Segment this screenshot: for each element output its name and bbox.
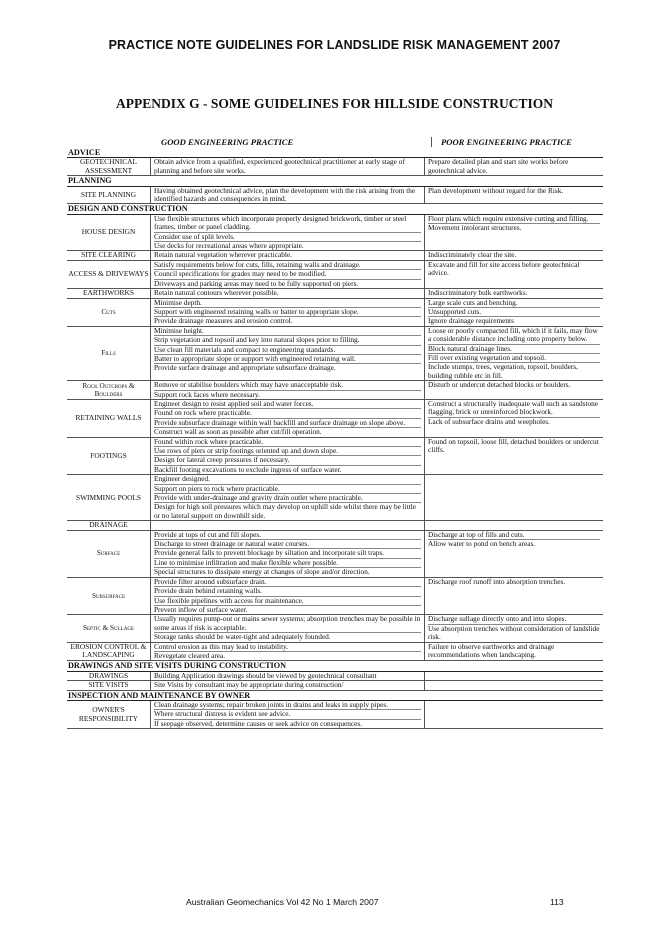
poor-practice-item: Large scale cuts and benching.	[428, 299, 600, 308]
good-practice-item: Driveways and parking areas may need to be fully supported on piers.	[154, 278, 359, 288]
poor-practice-item: Unsupported cuts.	[428, 308, 600, 317]
good-practice-item: Council specifications for grades may need to be modified.	[154, 270, 421, 279]
guidelines-table	[67, 148, 603, 729]
poor-practice-cell	[425, 381, 603, 399]
row-label: HOUSE DESIGN	[67, 215, 151, 251]
good-practice-cell	[151, 299, 425, 326]
guideline-row	[67, 681, 603, 690]
good-practice-cell	[151, 578, 425, 615]
row-label: Rock Outcrops & Boulders	[67, 381, 151, 399]
page-number: 113	[550, 897, 564, 907]
good-practice-cell	[151, 438, 425, 475]
guideline-row	[67, 615, 603, 642]
poor-practice-item: Include stumps, trees, vegetation, topsoil, boulders, building rubble etc in fill.	[428, 362, 578, 380]
guideline-row	[67, 701, 603, 729]
poor-practice-item: Failure to observe earthworks and drainage recommendations when landscaping.	[428, 641, 555, 659]
good-practice-cell	[151, 215, 425, 251]
journal-footer: Australian Geomechanics Vol 42 No 1 March 2007	[186, 897, 379, 907]
good-practice-item: Engineer design to resist applied soil and water forces.	[154, 400, 421, 409]
good-practice-item: Special structures to dissipate energy at changes of slope and/or direction.	[154, 567, 370, 577]
good-practice-cell	[151, 681, 425, 689]
good-practice-item: Usually requires pump-out or mains sewer systems; absorption trenches may be possible in some areas if risk is acceptable.	[154, 614, 421, 632]
guideline-row	[67, 299, 603, 327]
poor-practice-item: Discharge roof runoff into absorption trenches.	[428, 576, 566, 586]
good-practice-cell	[151, 400, 425, 437]
good-practice-heading: GOOD ENGINEERING PRACTICE	[158, 137, 432, 147]
row-label: SITE CLEARING	[67, 251, 151, 259]
good-practice-item: Found within rock where practicable.	[154, 438, 421, 447]
good-practice-item: Where structural distress is evident see advice.	[154, 710, 421, 719]
row-label: SWIMMING POOLS	[67, 475, 151, 520]
good-practice-item: Minimise height.	[154, 327, 421, 336]
good-practice-item: Use flexible pipelines with access for maintenance.	[154, 597, 421, 606]
good-practice-item: Provide surface drainage and appropriate subsurface drainage.	[154, 363, 336, 373]
good-practice-cell	[151, 327, 425, 380]
guideline-row	[67, 289, 603, 298]
good-practice-item: Support on piers to rock where practicable.	[154, 485, 421, 494]
good-practice-item: Remove or stabilise boulders which may have unacceptable risk.	[154, 381, 421, 390]
poor-practice-cell	[425, 289, 603, 297]
poor-practice-item: Floor plans which require extensive cutting and filling.	[428, 215, 600, 224]
section-heading: ADVICE	[67, 148, 603, 158]
poor-practice-item: Indiscriminately clear the site.	[428, 250, 517, 260]
poor-practice-item: Excavate and fill for site access before geotechnical advice.	[428, 259, 580, 278]
row-label: FOOTINGS	[67, 438, 151, 475]
good-practice-item: Revegetate cleared area.	[154, 650, 226, 660]
row-label: DRAINAGE	[67, 521, 151, 529]
good-practice-cell	[151, 521, 425, 529]
good-practice-cell	[151, 289, 425, 297]
row-label: ACCESS & DRIVEWAYS	[67, 261, 151, 288]
guideline-row	[67, 261, 603, 289]
row-label: Surface	[67, 531, 151, 577]
poor-practice-item: Plan development without regard for the Risk.	[428, 185, 564, 195]
good-practice-item: Provide filter around subsurface drain.	[154, 578, 421, 587]
poor-practice-item: Movement intolerant structures.	[428, 223, 522, 233]
good-practice-item: Engineer designed.	[154, 475, 421, 484]
poor-practice-item: Ignore drainage requirements	[428, 316, 514, 326]
good-practice-item: Prevent inflow of surface water.	[154, 604, 248, 614]
row-label: SITE VISITS	[67, 681, 151, 689]
good-practice-item: Construct wall as soon as possible after cut/fill operation.	[154, 427, 322, 437]
good-practice-item: Batter to appropriate slope or support with engineered retaining wall.	[154, 355, 421, 364]
row-label: SITE PLANNING	[67, 187, 151, 204]
guideline-row	[67, 578, 603, 616]
poor-practice-cell	[425, 681, 603, 689]
section-heading: DRAWINGS AND SITE VISITS DURING CONSTRUCTION	[67, 661, 603, 671]
good-practice-cell	[151, 261, 425, 288]
good-practice-cell	[151, 381, 425, 399]
appendix-title: APPENDIX G - SOME GUIDELINES FOR HILLSIDE CONSTRUCTION	[116, 96, 553, 111]
poor-practice-cell	[425, 261, 603, 288]
poor-practice-cell	[425, 475, 603, 520]
poor-practice-item: Allow water to pond on bench areas.	[428, 539, 536, 549]
good-practice-item: Provide drainage measures and erosion control.	[154, 316, 293, 326]
row-label: DRAWINGS	[67, 672, 151, 680]
poor-practice-item: Discharge at top of fills and cuts.	[428, 531, 600, 540]
row-label: OWNER'S RESPONSIBILITY	[67, 701, 151, 728]
good-practice-item: Consider use of split levels.	[154, 233, 421, 242]
good-practice-item: Discharge to street drainage or natural water courses.	[154, 540, 421, 549]
good-practice-item: Strip vegetation and topsoil and key into natural slopes prior to filling.	[154, 336, 421, 345]
guideline-row	[67, 187, 603, 205]
good-practice-item: Design for high soil pressures which may develop on uphill side whilst there may be little or no lateral support on downhill side.	[154, 502, 417, 520]
row-label: EARTHWORKS	[67, 289, 151, 297]
good-practice-item: Minimise depth.	[154, 299, 421, 308]
good-practice-cell	[151, 615, 425, 641]
row-label: Subsurface	[67, 578, 151, 615]
poor-practice-item: Discharge sullage directly onto and into slopes.	[428, 615, 600, 624]
poor-practice-cell	[425, 672, 603, 680]
row-label: RETAINING WALLS	[67, 400, 151, 437]
guideline-row	[67, 438, 603, 476]
guideline-row	[67, 327, 603, 381]
good-practice-item: Retain natural contours wherever possible.	[154, 288, 279, 298]
good-practice-item: Use flexible structures which incorporate properly designed brickwork, timber or steel frames, timber or panel cladding.	[154, 215, 421, 233]
guideline-row	[67, 215, 603, 252]
good-practice-item: Building Application drawings should be viewed by geotechnical consultant	[154, 670, 377, 680]
row-label: GEOTECHNICAL ASSESSMENT	[67, 158, 151, 175]
poor-practice-item: Construct a structurally inadequate wall such as sandstone flagging, brick or unreinforced blockwork.	[428, 398, 599, 417]
guideline-row	[67, 475, 603, 521]
poor-practice-cell	[425, 187, 603, 204]
poor-practice-item: Use absorption trenches without consideration of landslide risk.	[428, 623, 600, 642]
good-practice-item: Site Visits by consultant may be appropriate during construction/	[154, 680, 344, 690]
good-practice-cell	[151, 475, 425, 520]
row-label: Fills	[67, 327, 151, 380]
good-practice-item: Design for lateral creep pressures if necessary.	[154, 456, 421, 465]
good-practice-item: Use decks for recreational areas where appropriate.	[154, 241, 304, 251]
poor-practice-cell	[425, 701, 603, 728]
good-practice-cell	[151, 187, 425, 204]
poor-practice-cell	[425, 251, 603, 259]
good-practice-item: Provide drain behind retaining walls.	[154, 587, 421, 596]
page-header: PRACTICE NOTE GUIDELINES FOR LANDSLIDE RISK MANAGEMENT 2007	[108, 38, 561, 52]
good-practice-item: Satisfy requirements below for cuts, fills, retaining walls and drainage.	[154, 261, 421, 270]
good-practice-item: If seepage observed, determine causes or seek advice on consequences.	[154, 718, 363, 728]
good-practice-item: Storage tanks should be water-tight and adequately founded.	[154, 632, 331, 642]
good-practice-cell	[151, 158, 425, 175]
poor-practice-cell	[425, 521, 603, 529]
good-practice-item: Having obtained geotechnical advice, plan the development with the risk arising from the identified hazards and consequences in mind.	[154, 185, 416, 204]
good-practice-item: Control erosion as this may lead to instability.	[154, 643, 421, 652]
poor-practice-cell	[425, 327, 603, 380]
row-label: Septic & Sullage	[67, 615, 151, 641]
guideline-row	[67, 381, 603, 400]
poor-practice-item: Disturb or undercut detached blocks or boulders.	[428, 380, 571, 390]
good-practice-cell	[151, 531, 425, 577]
poor-practice-cell	[425, 400, 603, 437]
good-practice-item: Retain natural vegetation wherever practicable.	[154, 250, 292, 260]
poor-practice-item: Found on topsoil, loose fill, detached boulders or undercut cliffs.	[428, 436, 599, 454]
section-heading: INSPECTION AND MAINTENANCE BY OWNER	[67, 691, 603, 701]
poor-practice-cell	[425, 215, 603, 251]
poor-practice-cell	[425, 531, 603, 577]
good-practice-item: Provide subsurface drainage within wall backfill and surface drainage on slope above.	[154, 419, 421, 428]
good-practice-cell	[151, 251, 425, 259]
good-practice-item: Backfill footing excavations to exclude ingress of surface water.	[154, 464, 342, 474]
guideline-row	[67, 158, 603, 176]
guideline-row	[67, 643, 603, 662]
poor-practice-cell	[425, 438, 603, 475]
good-practice-item: Found on rock where practicable.	[154, 409, 421, 418]
poor-practice-item: Indiscriminatory bulk earthworks.	[428, 288, 528, 298]
section-heading: DESIGN AND CONSTRUCTION	[67, 204, 603, 214]
good-practice-item: Support rock faces where necessary.	[154, 389, 260, 399]
row-label: EROSION CONTROL & LANDSCAPING	[67, 643, 151, 661]
poor-practice-item: Fill over existing vegetation and topsoil.	[428, 354, 600, 363]
poor-practice-cell	[425, 299, 603, 326]
poor-practice-heading: POOR ENGINEERING PRACTICE	[441, 137, 572, 147]
good-practice-cell	[151, 701, 425, 728]
poor-practice-item: Block natural drainage lines.	[428, 345, 600, 354]
good-practice-item: Use clean fill materials and compact to engineering standards.	[154, 346, 421, 355]
good-practice-item: Clean drainage systems; repair broken joints in drains and leaks in supply pipes.	[154, 701, 421, 710]
good-practice-cell	[151, 672, 425, 680]
good-practice-item: Support with engineered retaining walls or batter to appropriate slope.	[154, 308, 421, 317]
section-heading: PLANNING	[67, 176, 603, 186]
good-practice-item: Line to minimise infiltration and make flexible where possible.	[154, 559, 421, 568]
poor-practice-item: Lack of subsurface drains and weepholes.	[428, 416, 550, 426]
good-practice-item: Use rows of piers or strip footings oriented up and down slope.	[154, 447, 421, 456]
good-practice-cell	[151, 643, 425, 661]
good-practice-item: Provide at tops of cut and fill slopes.	[154, 531, 421, 540]
poor-practice-cell	[425, 643, 603, 661]
poor-practice-cell	[425, 578, 603, 615]
good-practice-item: Provide with under-drainage and gravity drain outlet where practicable.	[154, 494, 421, 503]
poor-practice-item: Prepare detailed plan and start site works before geotechnical advice.	[428, 157, 569, 175]
good-practice-item: Obtain advice from a qualified, experienced geotechnical practitioner at early stage of planning and before site works.	[154, 157, 405, 175]
row-label: Cuts	[67, 299, 151, 326]
poor-practice-cell	[425, 158, 603, 175]
good-practice-item: Provide general falls to prevent blockage by siltation and incorporate silt traps.	[154, 549, 421, 558]
guideline-row	[67, 400, 603, 438]
guideline-row	[67, 531, 603, 578]
poor-practice-item: Loose or poorly compacted fill, which if it fails, may flow a considerable distance including onto property below.	[428, 327, 600, 345]
poor-practice-cell	[425, 615, 603, 641]
